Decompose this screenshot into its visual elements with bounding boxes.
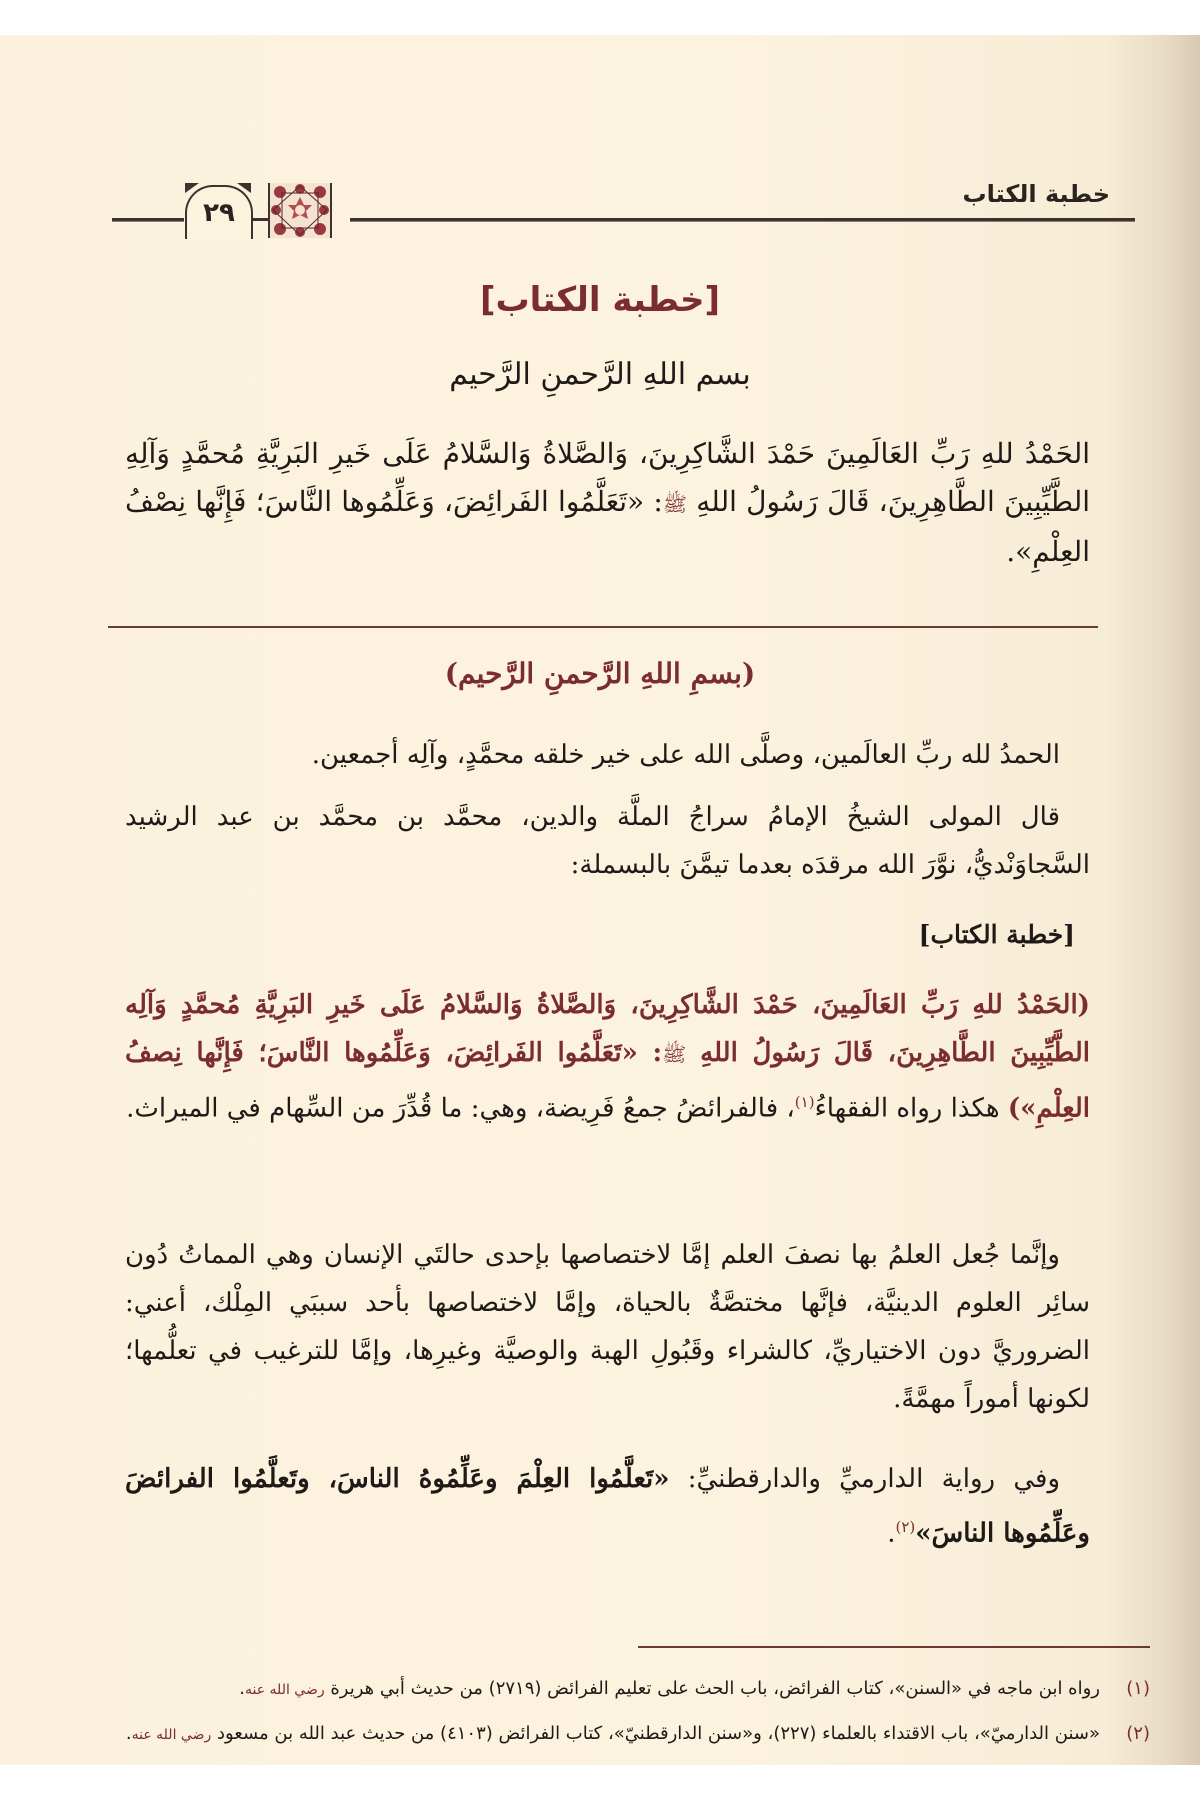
matn-text-part: : «تَعَلَّمُوا الفَرائِضَ، وَعَلِّمُوها النَّاسَ؛ فَإِنَّها نِصْفُ العِلْمِ». bbox=[125, 485, 1090, 568]
sharh-paragraph-3 bbox=[125, 981, 1090, 1133]
footnote-body: رواه ابن ماجه في «السنن»، كتاب الفرائض، باب الحث على تعليم الفرائض (٢٧١٩) من حديث أبي هريرة bbox=[330, 1678, 1100, 1699]
sharh-paragraph-2: قال المولى الشيخُ الإمامُ سراجُ الملَّة والدين، محمَّد بن محمَّد بن عبد الرشيد السَّجاوَنْديُّ، نوَّرَ الله مرقدَه بعدما تيمَّنَ بالبسملة: bbox=[125, 802, 1090, 880]
sharh-text: ، فالفرائضُ جمعُ فَرِيضة، وهي: ما قُدِّرَ من السِّهام في الميراث. bbox=[126, 1093, 795, 1124]
geometric-star-ornament-icon bbox=[268, 183, 332, 238]
footnote-body: «سنن الدارميّ»، باب الاقتداء بالعلماء (٢٢٧)، و«سنن الدارقطنيّ»، كتاب الفرائض (٤١٠٣) من حديث عبد الله بن مسعود bbox=[216, 1723, 1100, 1744]
sharh-paragraph-1: الحمدُ لله ربِّ العالَمين، وصلَّى الله على خير خلقه محمَّدٍ، وآلِه أجمعين. bbox=[311, 740, 1060, 770]
page-number: ٢٩ bbox=[185, 185, 253, 239]
footnote-1 bbox=[120, 1667, 1150, 1712]
sharh-text: هكذا رواه الفقهاءُ bbox=[814, 1093, 1008, 1124]
quoted-matn: (الحَمْدُ للهِ رَبِّ العَالَمِينَ، حَمْدَ الشَّاكِرِينَ، وَالصَّلاةُ وَالسَّلامُ عَلَى خَيرِ البَرِيَّةِ مُحمَّدٍ وَآلِه الطَّيِّبِينَ الطَّاهِرِينَ، قَالَ رَسُولُ اللهِ bbox=[125, 990, 1091, 1068]
basmala: بسم اللهِ الرَّحمنِ الرَّحيم bbox=[449, 357, 751, 392]
sharh-text: وفي رواية الدارميِّ والدارقطنيِّ: bbox=[669, 1464, 1060, 1494]
footnote-text bbox=[120, 1712, 1100, 1757]
footnote-ref-2[interactable]: (٢) bbox=[895, 1518, 916, 1536]
header-rule bbox=[350, 218, 1135, 222]
sharh-paragraph-4: وإنَّما جُعل العلمُ بها نصفَ العلم إمَّا لاختصاصها بإحدى حالتَي الإنسان وهي المماتُ دُون سائِر العلوم الدينيَّة، فإنَّها مختصَّةٌ بالحياة، وإمَّا لاختصاصها بأحد سببَي المِلْك، أعني: الضروريَّ دون الاختياريِّ، كالشراء وقَبُولِ الهبة والوصيَّة وغيرِها، وإمَّا للترغيب في تعلُّمها؛ لكونها أموراً مهمَّةً. bbox=[125, 1240, 1090, 1414]
section-title: [خطبة الكتاب] bbox=[479, 280, 721, 320]
footnote-end: . bbox=[239, 1678, 246, 1699]
matn-sharh-divider bbox=[108, 626, 1098, 628]
sharh-paragraph-5 bbox=[125, 1455, 1090, 1558]
footnote-ref-1[interactable]: (١) bbox=[794, 1093, 815, 1111]
footnote-text bbox=[120, 1667, 1100, 1712]
header-rule-left bbox=[112, 218, 184, 222]
radiallahu-anhu-icon: رضي الله عنه bbox=[131, 1727, 212, 1743]
matn-text-part: الحَمْدُ للهِ رَبِّ العَالَمِينَ حَمْدَ الشَّاكِرِينَ، وَالصَّلاةُ وَالسَّلامُ عَلَى خَيرِ البَرِيَّةِ مُحمَّدٍ وَآلِهِ الطَّيِّبِينَ الطَّاهِرِينَ، قَالَ رَسُولُ اللهِ bbox=[125, 437, 1091, 518]
salawat-icon: ﷺ bbox=[662, 1042, 687, 1066]
running-title: خطبة الكتاب bbox=[962, 180, 1110, 208]
salawat-icon: ﷺ bbox=[662, 492, 688, 516]
footnotes bbox=[120, 1667, 1150, 1757]
sharh-subheading: [خطبة الكتاب] bbox=[918, 920, 1075, 949]
sharh-basmala: (بسمِ اللهِ الرَّحمنِ الرَّحيم) bbox=[444, 657, 756, 690]
book-page bbox=[0, 35, 1200, 1765]
hadith-quote: «تَعلَّمُوا العِلْمَ وعَلِّمُوهُ الناسَ، وتَعلَّمُوا الفرائضَ وعَلِّمُوها الناسَ» bbox=[125, 1464, 1090, 1549]
quoted-matn: : «تَعَلَّمُوا الفَرائِضَ، وَعَلِّمُوها النَّاسَ؛ فَإِنَّها نِصفُ العِلْمِ») bbox=[125, 1038, 1090, 1124]
radiallahu-anhu-icon: رضي الله عنه bbox=[245, 1682, 325, 1698]
footnote-rule bbox=[638, 1646, 1150, 1648]
footnote-2 bbox=[120, 1712, 1150, 1757]
sharh-text: . bbox=[887, 1518, 896, 1549]
footnote-number: (١) bbox=[1126, 1678, 1150, 1699]
footnote-end: . bbox=[125, 1723, 132, 1744]
matn-text bbox=[125, 430, 1090, 576]
footnote-number: (٢) bbox=[1126, 1723, 1150, 1744]
